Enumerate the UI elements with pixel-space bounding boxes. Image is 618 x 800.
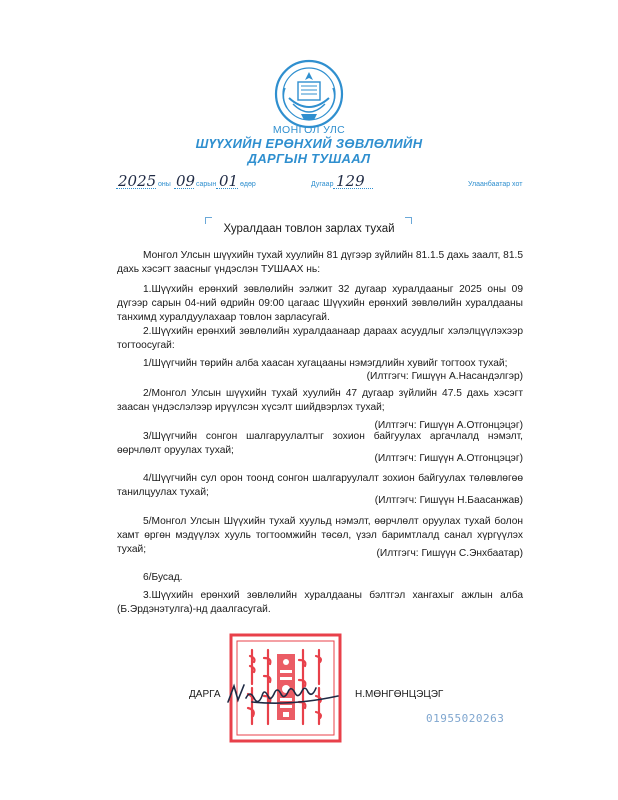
state-emblem-icon [271,58,347,132]
agenda-item-5: 5/Монгол Улсын Шүүхийн тухай хуульд нэмэлт, өөрчлөлт оруулах тухай болон хамт өргөн мэдүүлэх хууль тогтоомжийн төсөл, үзэл баримтлалд санал хүргүүлэх тухай; [117,516,523,555]
agenda-item-3: 3/Шүүгчийн сонгон шалгаруулалтыг зохион байгуулах аргачлалд нэмэлт, өөрчлөлт оруулах тухай; [117,431,523,456]
paragraph-3: 3.Шүүхийн ерөнхий зөвлөлийн хуралдааны бэлтгэл хангахыг ажлын алба (Б.Эрдэнэтулга)-нд даалгасугай. [117,590,523,615]
signer-title: ДАРГА [189,689,221,700]
city-label: Улаанбаатар хот [468,181,523,188]
month-label: сарын [196,181,217,188]
agenda-item-4: 4/Шүүгчийн сул орон тоонд сонгон шалгаруулалт зохион байгуулах төлөвлөгөө танилцуулах тухай; [117,473,523,498]
agenda-item-2-presenter: (Илтгэгч: Гишүүн А.Отгонцэцэг) [374,420,523,431]
document-serial-number: 01955020263 [426,712,505,725]
date-day: 01 [219,172,239,190]
country-name: МОНГОЛ УЛС [272,124,346,136]
year-label: оны [158,181,171,188]
agenda-item-5-presenter: (Илтгэгч: Гишүүн С.Энхбаатар) [376,548,523,559]
order-number: 129 [336,172,365,190]
date-year: 2025 [118,172,157,190]
paragraph-1: 1.Шүүхийн ерөнхий зөвлөлийн ээлжит 32 дугаар хуралдааныг 2025 оны 09 дүгээр сарын 04-ний өдрийн 09:00 цагаас Шүүхийн ерөнхий зөвлөлийн хуралдааны танхимд хуралдуулахаар товлон зарласугай. [117,284,523,323]
date-month: 09 [176,172,196,190]
agenda-item-1: 1/Шүүгчийн төрийн алба хаасан хугацааны нэмэгдлийн хувийг тогтоох тухай; [143,358,508,369]
agenda-item-4-presenter: (Илтгэгч: Гишүүн Н.Баасанжав) [374,495,523,506]
signer-name: Н.МӨНГӨНЦЭЦЭГ [355,689,444,700]
agenda-item-other: 6/Бусад. [143,572,183,583]
paragraph-2: 2.Шүүхийн ерөнхий зөвлөлийн хуралдаанаар дараах асуудлыг хэлэлцүүлэхээр тогтоосугай: [117,326,523,351]
number-label: Дугаар [311,181,334,188]
preamble: Монгол Улсын шүүхийн тухай хуулийн 81 дүгээр зүйлийн 81.1.5 дахь заалт, 81.5 дахь хэсэгт заасныг үндэслэн ТУШААХ нь: [117,250,523,275]
day-label: өдөр [240,181,256,188]
organization-name: ШҮҮХИЙН ЕРӨНХИЙ ЗӨВЛӨЛИЙН [195,136,423,151]
handwritten-signature [222,680,352,708]
agenda-item-3-presenter: (Илтгэгч: Гишүүн А.Отгонцэцэг) [374,453,523,464]
document-subject: Хуралдаан товлон зарлах тухай [223,223,395,235]
agenda-item-2: 2/Монгол Улсын шүүхийн тухай хуулийн 47 дугаар зүйлийн 47.5 дахь хэсэгт заасан үндэслэлээр ирүүлсэн хүсэлт шийдвэрлэх тухай; [117,388,523,413]
document-type: ДАРГЫН ТУШААЛ [247,151,371,166]
agenda-item-1-presenter: (Илтгэгч: Гишүүн А.Насандэлгэр) [366,371,523,382]
